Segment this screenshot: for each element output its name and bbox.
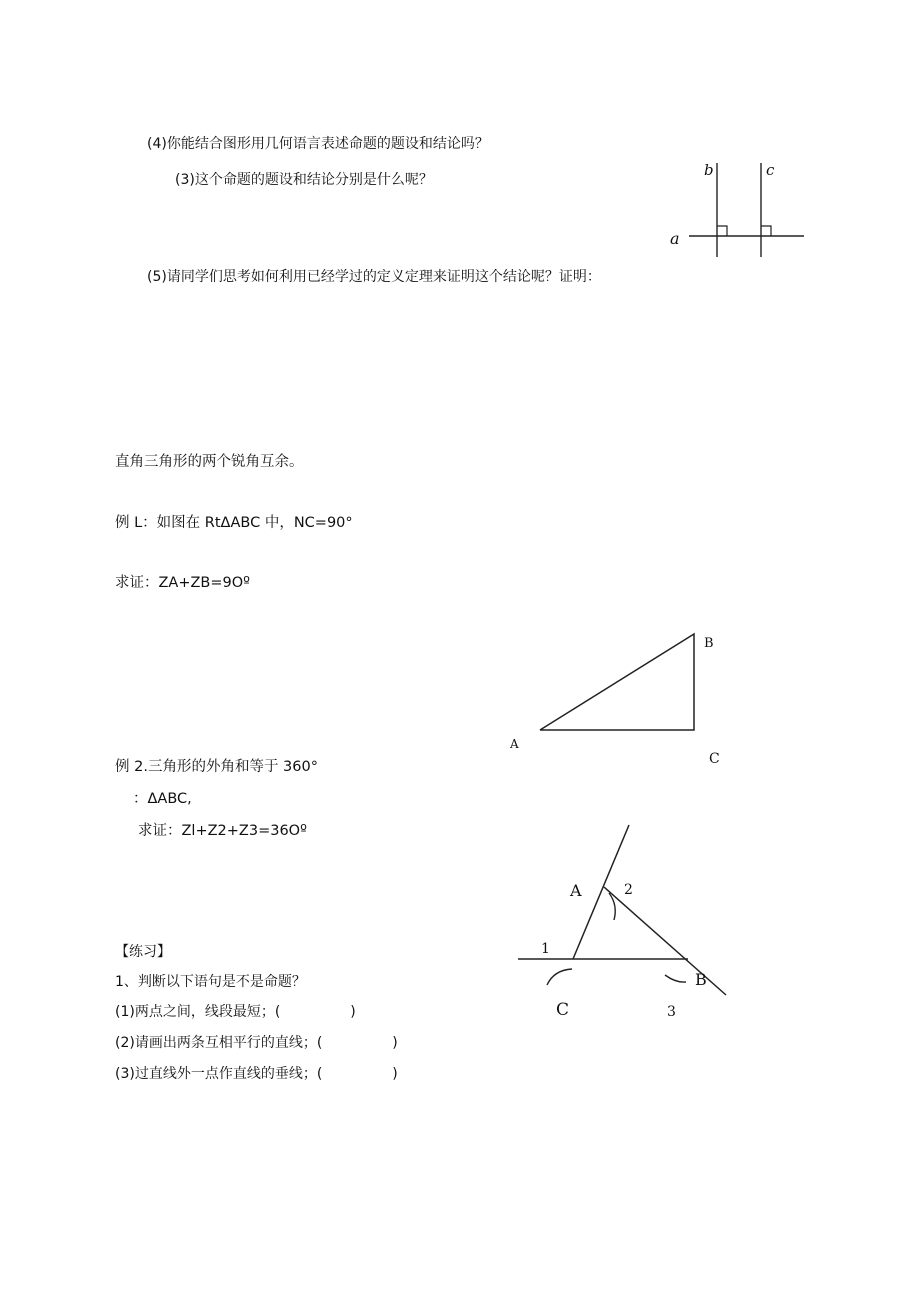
label-B: B bbox=[704, 636, 714, 651]
label-A: A bbox=[570, 881, 582, 900]
label-B: B bbox=[695, 970, 707, 989]
label-C: C bbox=[709, 751, 720, 767]
perpendicular-lines-figure bbox=[660, 155, 810, 265]
label-c: c bbox=[766, 161, 775, 179]
label-a: a bbox=[670, 229, 680, 248]
question-5: (5)请同学们思考如何利用已经学过的定义定理来证明这个结论呢？证明： bbox=[147, 269, 601, 285]
label-A: A bbox=[510, 737, 519, 751]
exercise-item: (2)请画出两条互相平行的直线；( ) bbox=[115, 1035, 398, 1051]
exercise-question-1: 1、判断以下语句是不是命题？ bbox=[115, 974, 306, 990]
example2-given: ：ΔABC, bbox=[133, 791, 192, 807]
label-b: b bbox=[704, 161, 714, 179]
label-C: C bbox=[556, 1000, 570, 1020]
question-3: (3)这个命题的题设和结论分别是什么呢？ bbox=[175, 172, 433, 188]
example1-prove: 求证：ZA+ZB=9Oº bbox=[115, 575, 251, 591]
right-triangle-figure bbox=[500, 620, 740, 780]
exercise-item: (3)过直线外一点作直线的垂线；( ) bbox=[115, 1066, 398, 1082]
example2-prove: 求证：Zl+Z2+Z3=36Oº bbox=[138, 823, 307, 839]
label-1: 1 bbox=[541, 941, 550, 957]
label-2: 2 bbox=[624, 882, 633, 898]
exercise-item: (1)两点之间，线段最短；( ) bbox=[115, 1004, 356, 1020]
example1-statement: 例 L：如图在 RtΔABC 中，NC=90° bbox=[115, 515, 353, 531]
exercise-heading: 【练习】 bbox=[115, 944, 171, 960]
question-4: (4)你能结合图形用几何语言表述命题的题设和结论吗？ bbox=[147, 136, 489, 152]
exterior-angles-figure bbox=[510, 810, 740, 1030]
theorem-text: 直角三角形的两个锐角互余。 bbox=[115, 454, 304, 470]
example2-statement: 例 2.三角形的外角和等于 360° bbox=[115, 759, 318, 775]
label-3: 3 bbox=[667, 1004, 676, 1020]
